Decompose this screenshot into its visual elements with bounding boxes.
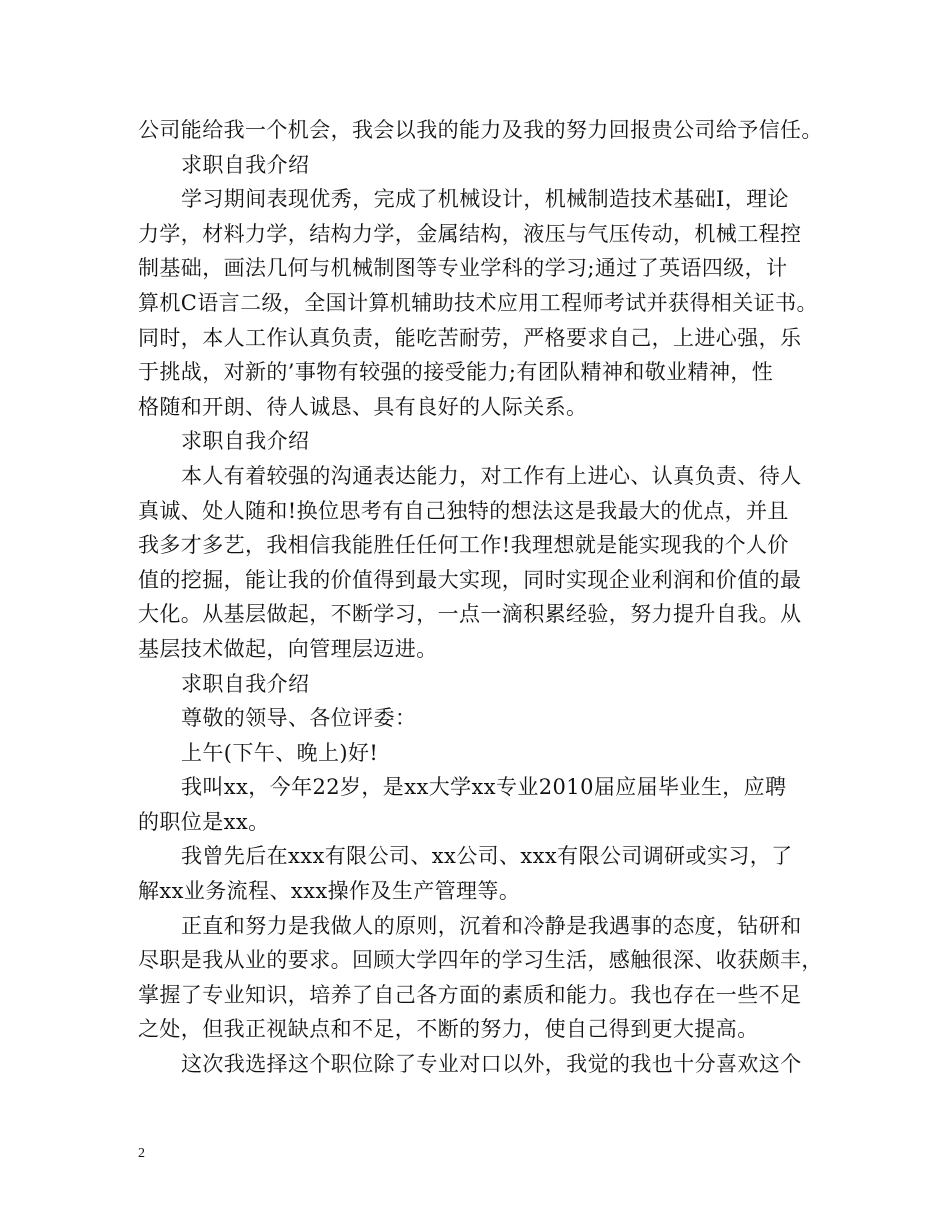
text-line: 学习期间表现优秀，完成了机械设计，机械制造技术基础Ⅰ，理论: [181, 187, 789, 212]
text-line: 求职自我介绍: [181, 671, 310, 696]
text-line: 的职位是xx。: [138, 809, 270, 834]
text-line: 值的挖掘，能让我的价值得到最大实现，同时实现企业利润和价值的最: [138, 567, 802, 592]
text-line: 格随和开朗、待人诚恳、具有良好的人际关系。: [138, 394, 588, 419]
text-line: 同时，本人工作认真负责，能吃苦耐劳，严格要求自己，上进心强，乐: [138, 325, 802, 350]
page-number: 2: [138, 1146, 145, 1161]
text-line: 求职自我介绍: [181, 429, 310, 454]
text-line: 解xx业务流程、xxx操作及生产管理等。: [138, 879, 521, 904]
text-line: 我叫xx，今年22岁，是xx大学xx专业2010届应届毕业生，应聘: [181, 775, 787, 800]
text-line: 正直和努力是我做人的原则，沉着和冷静是我遇事的态度，钻研和: [181, 913, 802, 938]
text-line: 尊敬的领导、各位评委：: [181, 706, 417, 731]
text-line: 本人有着较强的沟通表达能力，对工作有上进心、认真负责、待人: [181, 463, 802, 488]
text-line: 我曾先后在xxx有限公司、xx公司、xxx有限公司调研或实习，了: [181, 844, 793, 869]
text-line: 制基础，画法几何与机械制图等专业学科的学习;通过了英语四级，计: [138, 256, 788, 281]
text-line: 上午(下午、晚上)好!: [181, 740, 379, 765]
text-line: 求职自我介绍: [181, 152, 310, 177]
text-line: 公司能给我一个机会，我会以我的能力及我的努力回报贵公司给予信任。: [138, 118, 823, 142]
text-line: 之处，但我正视缺点和不足，不断的努力，使自己得到更大提高。: [138, 1017, 759, 1042]
text-line: 我多才多艺，我相信我能胜任任何工作!我理想就是能实现我的个人价: [138, 533, 789, 558]
text-line: 真诚、处人随和!换位思考有自己独特的想法这是我最大的优点，并且: [138, 498, 789, 523]
text-line: 力学，材料力学，结构力学，金属结构，液压与气压传动，机械工程控: [138, 221, 802, 246]
text-line: 尽职是我从业的要求。回顾大学四年的学习生活，感触很深、收获颇丰，: [138, 948, 823, 973]
text-line: 这次我选择这个职位除了专业对口以外，我觉的我也十分喜欢这个: [181, 1052, 802, 1077]
text-line: 基层技术做起，向管理层迈进。: [138, 636, 438, 661]
text-line: 掌握了专业知识，培养了自己各方面的素质和能力。我也存在一些不足: [138, 982, 802, 1007]
text-line: 算机C语言二级，全国计算机辅助技术应用工程师考试并获得相关证书。: [138, 290, 818, 315]
document-body: [138, 113, 828, 1082]
text-line: 大化。从基层做起，不断学习，一点一滴积累经验，努力提升自我。从: [138, 602, 802, 627]
text-line: 于挑战，对新的’事物有较强的接受能力;有团队精神和敬业精神，性: [138, 360, 774, 385]
